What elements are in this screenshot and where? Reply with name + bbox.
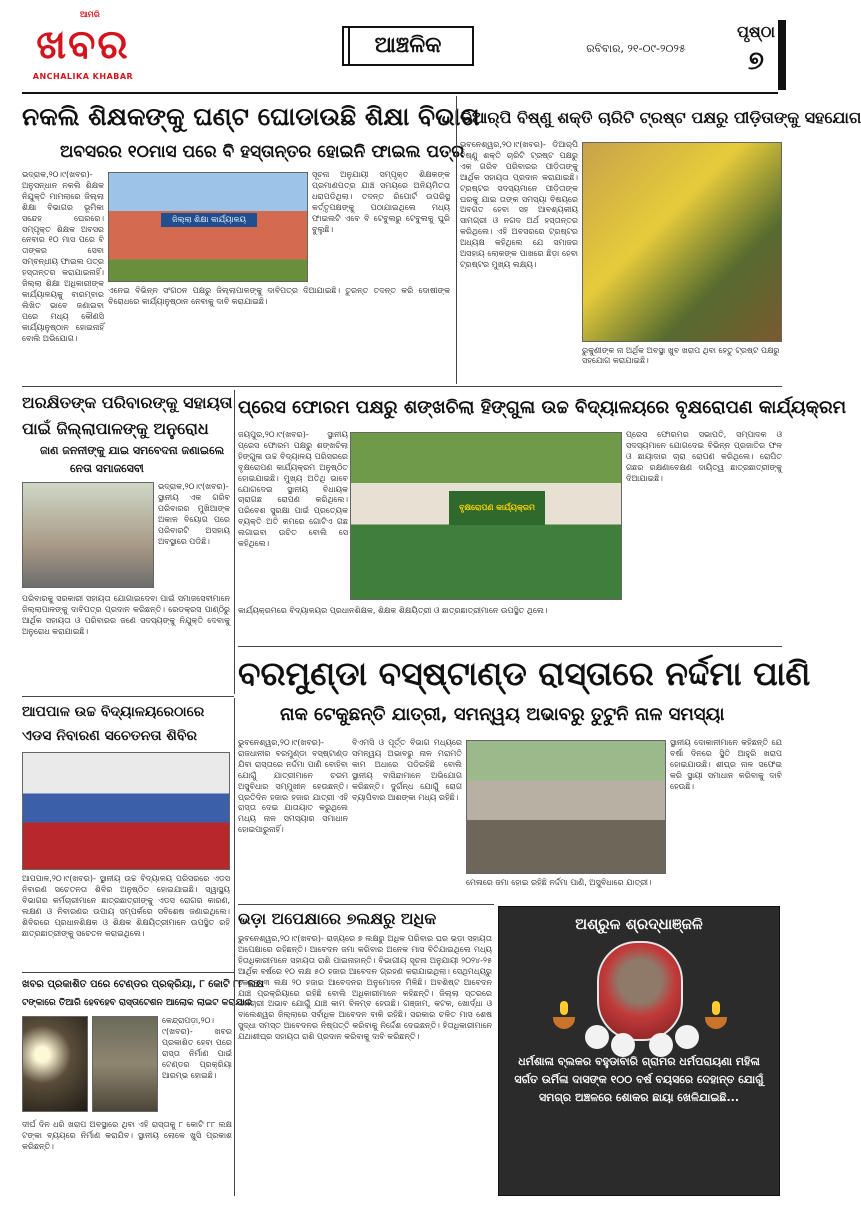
row-divider-5 <box>238 904 494 905</box>
road-construction-photo <box>92 1016 158 1112</box>
office-signboard: ଜିଲ୍ଲା ଶିକ୍ଷା କାର୍ଯ୍ୟାଳୟ <box>161 213 257 227</box>
row-divider-3 <box>22 696 234 697</box>
drain-col-3: ସ୍ଥାନୀୟ ଦୋକାନୀମାନେ କହିଛନ୍ତି ଯେ ବର୍ଷା ଦିନରେ ସ୍ଥିତି ଆହୁରି ଖରାପ ହୋଇଯାଉଛି। ଶୀଘ୍ର ନାଳ ସଫେଇ କରି ସ୍ଥାୟୀ ସମାଧାନ କରିବାକୁ ଦାବି ହେଉଛି। <box>670 738 782 791</box>
masthead-rule <box>22 92 778 94</box>
diya-icon <box>553 1017 575 1029</box>
rent-col-full: ଭୁବନେଶ୍ୱର,୨୦।୯(ଖବର)- ରାଜ୍ୟରେ ୭ ଲକ୍ଷରୁ ଅଧିକ ପରିବାର ଘର ଭଡ଼ା ସହାୟତା ଅପେକ୍ଷାରେ ରହିଛନ୍ତି। ଆବେଦନ ଜମା କରିବାର ଅନେକ ମାସ ବିତିଯାଇଥିଲେ ମଧ୍ୟ ହିତାଧିକାରୀମାନେ ସହାୟତା ରାଶି ପାଇନାହାନ୍ତି। ବିଭାଗୀୟ ସୂଚନା ଅନୁଯାୟୀ ୨୦୨୪-୨୫ ଆର୍ଥିକ ବର୍ଷରେ ୧୦ ଲକ୍ଷ ୫୦ ହଜାର ଆବେଦନ ଗ୍ରହଣ କରାଯାଇଥିଲା। ସେଥିମଧ୍ୟରୁ କେବଳ ୩ ଲକ୍ଷ ୨୦ ହଜାର ଆବେଦନର ଅନୁମୋଦନ ମିଳିଛି। ଅବଶିଷ୍ଟ ଆବେଦନ ଯାଞ୍ଚ ପ୍ରକ୍ରିୟାରେ ରହିଛି ବୋଲି ଅଧିକାରୀମାନେ କହିଛନ୍ତି। ଜିଲ୍ଲା ସ୍ତରରେ କର୍ମଚାରୀ ଅଭାବ ଯୋଗୁଁ ଯାଞ୍ଚ କାମ ବିଳମ୍ବ ହେଉଛି। ଗଞ୍ଜାମ, କଟକ, ଖୋର୍ଦ୍ଧା ଓ ବାଲେଶ୍ୱର ଜିଲ୍ଲାରେ ସର୍ବାଧିକ ଆବେଦନ ବାକି ରହିଛି। ସରକାର ଚଳିତ ମାସ ଶେଷ ସୁଦ୍ଧା ସମସ୍ତ ଆବେଦନର ନିଷ୍ପତ୍ତି କରିବାକୁ ନିର୍ଦ୍ଦେଶ ଦେଇଛନ୍ତି। ହିତାଧିକାରୀମାନେ ଯଥାଶୀଘ୍ର ସହାୟତା ରାଶି ପ୍ରଦାନ କରିବାକୁ ଦାବି କରିଛନ୍ତି। <box>238 934 492 1042</box>
appeal-col-full: ପରିବାରକୁ ସରକାରୀ ସହାୟତା ଯୋଗାଇଦେବା ପାଇଁ ସମାଜସେବୀମାନେ ଜିଲ୍ଲାପାଳଙ୍କୁ ଦାବିପତ୍ର ପ୍ରଦାନ କରିଛନ୍ତି। ରେଡକ୍ରସ ପାଣ୍ଠିରୁ ଆର୍ଥିକ ସହାୟତା ଓ ପରିବାରର ଜଣେ ସଦସ୍ୟଙ୍କୁ ନିଯୁକ୍ତି ଦେବାକୁ ଅନୁରୋଧ କରାଯାଇଛି। <box>22 594 230 636</box>
tree-col-3: ପ୍ରେସ ଫୋରମର ସଭାପତି, ସମ୍ପାଦକ ଓ ସଦସ୍ୟମାନେ ଯୋଗଦେଇ ବିଭିନ୍ନ ପ୍ରଜାତିର ଫଳ ଓ ଛାୟାଦାର ଚାରା ରୋପଣ କରିଥିଲେ। ରୋପିତ ଗଛର ରକ୍ଷଣାବେକ୍ଷଣ ଦାୟିତ୍ୱ ଛାତ୍ରଛାତ୍ରୀଙ୍କୁ ଦିଆଯାଇଛି। <box>626 430 782 483</box>
teacher-col-3: ଏନେଇ ବିଭିନ୍ନ ସଂଗଠନ ପକ୍ଷରୁ ଜିଲ୍ଲାପାଳଙ୍କୁ ଦାବିପତ୍ର ଦିଆଯାଇଛି। ତୁରନ୍ତ ତଦନ୍ତ କରି ଦୋଷୀଙ୍କ ବିରୋଧରେ କାର୍ଯ୍ୟାନୁଷ୍ଠାନ ନେବାକୁ ଦାବି କରାଯାଇଛି। <box>108 286 450 306</box>
trust-group-photo <box>582 142 782 342</box>
flame-icon <box>560 1001 568 1015</box>
tree-col-1: ଜୟପୁର,୨୦।୯(ଖବର)- ସ୍ଥାନୀୟ ପ୍ରେସ ଫୋରମ ପକ୍ଷରୁ ଶଙ୍ଖଚିଲା ହିଙ୍ଗୁଳା ଉଚ୍ଚ ବିଦ୍ୟାଳୟ ପରିସରରେ ବୃକ୍ଷରୋପଣ କାର୍ଯ୍ୟକ୍ରମ ଅନୁଷ୍ଠିତ ହୋଇଯାଇଛି। ମୁଖ୍ୟ ଅତିଥି ଭାବେ ଯୋଗଦେଇ ସ୍ଥାନୀୟ ବିଧାୟକ ଚାରାଗଛ ରୋପଣ କରିଥିଲେ। ପରିବେଶ ସୁରକ୍ଷା ପାଇଁ ପ୍ରତ୍ୟେକ ବ୍ୟକ୍ତି ଅତି କମରେ ଗୋଟିଏ ଗଛ ଲଗାଇବା ଉଚିତ ବୋଲି ସେ କହିଥିଲେ। <box>238 430 348 549</box>
road-headline-2: ଟଙ୍କାରେ ତିଆରି ହେବହେବ ରାସ୍ତାଟେଶନ ଆଲୋକ ଲାଇଟ କରାଯାଇ <box>22 998 253 1008</box>
drain-headline: ବରମୁଣ୍ଡା ବସ୍‌ଷ୍ଟାଣ୍ଡ ରାସ୍ତାରେ ନର୍ଦ୍ଦମା ପାଣି <box>238 654 811 693</box>
page-marker <box>778 20 786 90</box>
row-divider-4 <box>22 972 234 973</box>
section-title: ଆଞ୍ଚଳିକ <box>342 26 474 66</box>
road-headline-1: ଖବର ପ୍ରକାଶିତ ପରେ ଟେଣ୍ଡର ପ୍ରକ୍ରିୟା, ୮ କୋଟି ୮୮ ଲକ୍ଷ <box>22 979 265 990</box>
road-col-right: କେନ୍ଦ୍ରାପଡ଼ା,୨୦।୯(ଖବର)- ଖବର ପ୍ରକାଶିତ ହେବା ପରେ ରାସ୍ତା ନିର୍ମାଣ ପାଇଁ ଟେଣ୍ଡର ପ୍ରକ୍ରିୟା ଆରମ୍ଭ ହୋଇଛି। <box>162 1016 232 1080</box>
flame-icon <box>712 1001 720 1015</box>
logo-small-text: ଆମରି <box>80 10 100 19</box>
obituary-portrait <box>597 941 683 1041</box>
row-divider <box>22 386 782 387</box>
teacher-col-1: ଭଦ୍ରାକ,୨୦।୯(ଖବର)- ଅନୁସନ୍ଧାନ ନକଲି ଶିକ୍ଷକ ନିଯୁକ୍ତି ମାମଲାରେ ଜିଲ୍ଲା ଶିକ୍ଷା ବିଭାଗର ଭୂମିକା ସନ୍ଦେହ ଘେରରେ। ସମ୍ପୃକ୍ତ ଶିକ୍ଷକ ଅବସର ନେବାର ୧୦ ମାସ ପରେ ବି ତାଙ୍କର ସେବା ସମ୍ବନ୍ଧୀୟ ଫାଇଲ ପତ୍ର ହସ୍ତାନ୍ତର କରାଯାଇନାହିଁ। ଜିଲ୍ଲା ଶିକ୍ଷା ଅଧିକାରୀଙ୍କ କାର୍ଯ୍ୟାଳୟକୁ ବାରମ୍ବାର ଲିଖିତ ଭାବେ ଜଣାଇବା ପରେ ମଧ୍ୟ କୌଣସି କାର୍ଯ୍ୟାନୁଷ୍ଠାନ ହୋଇନାହିଁ ବୋଲି ଅଭିଯୋଗ। <box>22 170 104 343</box>
aids-classroom-photo <box>22 752 230 870</box>
page-number: ୭ <box>748 46 764 76</box>
appeal-subhead-1: ଜାଣ ଜନନୀଙ୍କୁ ଯାଇ ସମବେଦନା ଜଣାଇଲେ <box>40 444 225 457</box>
trust-caption: ରୁକୁଣୀଙ୍କ ନା ଅର୍ଥିକ ଅବସ୍ଥା ଖୁବ ଖରାପ ଥିବା ହେତୁ ଟ୍ରଷ୍ଟ ପକ୍ଷରୁ ସହଯୋଗ କରାଯାଇଛି। <box>582 346 780 365</box>
obituary-title: ଅଶ୍ରୁଳ ଶ୍ରଦ୍ଧାଞ୍ଜଳି <box>575 915 703 933</box>
column-divider <box>456 96 457 384</box>
logo-subtitle: ANCHALIKA KHABAR <box>32 72 134 81</box>
road-night-photo <box>22 1016 88 1112</box>
issue-date: ରବିବାର, ୨୧-୦୯-୨୦୨୫ <box>586 42 686 55</box>
appeal-subhead-2: ନେତା ସମାଜସେବୀ <box>70 462 144 475</box>
event-banner: ବୃକ୍ଷରୋପଣ କାର୍ଯ୍ୟକ୍ରମ <box>449 491 545 525</box>
tree-headline: ପ୍ରେସ ଫୋରମ ପକ୍ଷରୁ ଶଙ୍ଖଚିଲା ହିଙ୍ଗୁଳା ଉଚ୍ଚ ବିଦ୍ୟାଳୟରେ ବୃକ୍ଷରୋପଣ କାର୍ଯ୍ୟକ୍ରମ <box>238 397 847 418</box>
column-divider-3 <box>234 698 235 1196</box>
row-divider-2 <box>238 646 782 647</box>
drain-col-1: ଭୁବନେଶ୍ୱର,୨୦।୯(ଖବର)- ରାଜଧାନୀର ବରମୁଣ୍ଡା ବସ୍‌ଷ୍ଟାଣ୍ଡ ଯିବା ରାସ୍ତାରେ ନର୍ଦ୍ଦମା ପାଣି ବୋହିବା ଯୋଗୁଁ ଯାତ୍ରୀମାନେ ଚରମ ଅସୁବିଧାର ସମ୍ମୁଖୀନ ହେଉଛନ୍ତି। ପ୍ରତିଦିନ ହଜାର ହଜାର ଯାତ୍ରୀ ଏହି ରାସ୍ତା ଦେଇ ଯାତାୟାତ କରୁଥିଲେ ମଧ୍ୟ ନାଳ ସମସ୍ୟାର ସମାଧାନ ହୋଇପାରୁନାହିଁ। <box>238 738 348 835</box>
flower-icon <box>585 1025 609 1049</box>
diya-icon <box>705 1017 727 1029</box>
aids-col-full: ଆପପାଳ,୨୦।୯(ଖବର)- ସ୍ଥାନୀୟ ଉଚ୍ଚ ବିଦ୍ୟାଳୟ ପରିସରରେ ଏଡସ ନିବାରଣ ସଚେତନତା ଶିବିର ଅନୁଷ୍ଠିତ ହୋଇଯାଇଛି। ସ୍ୱାସ୍ଥ୍ୟ ବିଭାଗର କର୍ମଚାରୀମାନେ ଛାତ୍ରଛାତ୍ରୀଙ୍କୁ ଏଡସ ରୋଗର କାରଣ, ଲକ୍ଷଣ ଓ ନିବାରଣର ଉପାୟ ସମ୍ପର୍କରେ ସବିଶେଷ ଜଣାଇଥିଲେ। ଶିବିରରେ ପ୍ରଧାନଶିକ୍ଷକ ଓ ଶିକ୍ଷକ ଶିକ୍ଷୟିତ୍ରୀମାନେ ଉପସ୍ଥିତ ରହି ଛାତ୍ରଛାତ୍ରୀଙ୍କୁ ସଚେତନ କରାଇଥିଲେ। <box>22 874 230 938</box>
teacher-headline: ନକଲି ଶିକ୍ଷକଙ୍କୁ ଘଣ୍ଟ ଘୋଡାଉଛି ଶିକ୍ଷା ବିଭାଗ <box>22 102 480 131</box>
appeal-office-photo <box>22 482 154 588</box>
rent-headline: ଭଡ଼ା ଅପେକ୍ଷାରେ ୭ଲକ୍ଷରୁ ଅଧିକ <box>238 909 437 928</box>
appeal-col-right: ଭଦ୍ରାକ,୨୦।୯(ଖବର)- ସ୍ଥାନୀୟ ଏକ ଗରିବ ପରିବାରର ମୁଖିଆଙ୍କ ଅକାଳ ବିୟୋଗ ପରେ ପରିବାରଟି ଅସହାୟ ଅବସ୍ଥାରେ ପଡିଛି। <box>158 482 230 546</box>
obituary-box <box>498 906 780 1196</box>
teacher-subhead: ଅବସରର ୧୦ମାସ ପରେ ବି ହସ୍ତାନ୍ତର ହୋଇନି ଫାଇଲ ପତ୍ର <box>60 142 465 162</box>
teacher-col-2: ସୂଚନା ଅନୁଯାୟୀ ସମ୍ପୃକ୍ତ ଶିକ୍ଷକଙ୍କ ପ୍ରମାଣପତ୍ର ଯାଞ୍ଚ ସମୟରେ ଅନିୟମିତତା ଧରାପଡିଥିଲା। ତଦନ୍ତ ରିପୋର୍ଟ ଉପରିସ୍ଥ କର୍ତ୍ତୃପକ୍ଷଙ୍କୁ ପଠାଯାଇଥିଲେ ମଧ୍ୟ ଫାଇଲଟି ଏବେ ବି ଟେବୁଲରୁ ଟେବୁଲକୁ ଘୁରି ବୁଲୁଛି। <box>312 170 450 234</box>
appeal-headline-1: ଅରକ୍ଷିତଙ୍କ ପରିବାରଙ୍କୁ ସହାୟତା <box>22 393 233 412</box>
drain-subhead: ନାକ ଟେକୁଛନ୍ତି ଯାତ୍ରୀ, ସମନ୍ୱୟ ଅଭାବରୁ ତୁଟୁନି ନାଳ ସମସ୍ୟା <box>280 704 725 725</box>
trust-col-1: ଭୁବନେଶ୍ୱର,୨୦।୯(ଖବର)- ଡିଆର୍‌ପି ବିଷ୍ଣୁ ଶକ୍ତି ଚାରିଟି ଟ୍ରଷ୍ଟ ପକ୍ଷରୁ ଏକ ଗରିବ ପରିବାରର ପୀଡ଼ିତାଙ୍କୁ ଆର୍ଥିକ ସହାୟତା ପ୍ରଦାନ କରାଯାଇଛି। ଟ୍ରଷ୍ଟର ସଦସ୍ୟମାନେ ପୀଡ଼ିତାଙ୍କ ଘରକୁ ଯାଇ ତାଙ୍କ ସମସ୍ୟା ବିଷୟରେ ଅବଗତ ହେବା ସହ ଆବଶ୍ୟକୀୟ ସାମଗ୍ରୀ ଓ ନଗଦ ଅର୍ଥ ହସ୍ତାନ୍ତର କରିଥିଲେ। ଏହି ଅବସରରେ ଟ୍ରଷ୍ଟର ଅଧ୍ୟକ୍ଷ କହିଥିଲେ ଯେ ସମାଜର ଅସହାୟ ଲୋକଙ୍କ ପାଖରେ ଛିଡ଼ା ହେବା ଟ୍ରଷ୍ଟର ମୁଖ୍ୟ ଲକ୍ଷ୍ୟ। <box>460 140 578 269</box>
page-label: ପୃଷ୍ଠା <box>736 22 776 41</box>
aids-headline-1: ଆପପାଳ ଉଚ୍ଚ ବିଦ୍ୟାଳୟରେଠାରେ <box>22 704 205 720</box>
drain-caption: ମେଳାରେ ଜମା ହୋଇ ରହିଛି ନର୍ଦ୍ଦମା ପାଣି, ଅସୁବିଧାରେ ଯାତ୍ରୀ। <box>466 878 652 887</box>
appeal-headline-2: ପାଇଁ ଜିଲ୍ଲାପାଳଙ୍କୁ ଅନୁରୋଧ <box>22 419 209 438</box>
tree-col-2: କାର୍ଯ୍ୟକ୍ରମରେ ବିଦ୍ୟାଳୟର ପ୍ରଧାନଶିକ୍ଷକ, ଶିକ୍ଷକ ଶିକ୍ଷୟିତ୍ରୀ ଓ ଛାତ୍ରଛାତ୍ରୀମାନେ ଉପସ୍ଥିତ ଥିଲେ। <box>238 606 548 615</box>
drain-water-photo <box>466 740 666 874</box>
column-divider-2 <box>234 390 235 694</box>
aids-headline-2: ଏଡସ ନିବାରଣ ସଚେତନତା ଶିବିର <box>22 728 197 744</box>
road-col-full: ଦୀର୍ଘ ଦିନ ଧରି ଖରାପ ଅବସ୍ଥାରେ ଥିବା ଏହି ରାସ୍ତାକୁ ୮ କୋଟି ୮୮ ଲକ୍ଷ ଟଙ୍କା ବ୍ୟୟରେ ନିର୍ମାଣ କରାଯିବ। ସ୍ଥାନୀୟ ଲୋକେ ଖୁସି ପ୍ରକାଶ କରିଛନ୍ତି। <box>22 1120 232 1151</box>
logo-main-text: ଖବର <box>36 22 130 68</box>
obituary-body: ଧର୍ମଶାଳା ବ୍ଲକର ବହୁଡାବାରି ଗ୍ରାମର ଧର୍ମପରାୟଣା ମହିଳା ସର୍ଗତ ଉର୍ମିଳା ଦାସଙ୍କ ୧୦୦ ବର୍ଷ ବୟସରେ ଦେହାନ୍ତ ଯୋଗୁଁ ସମଗ୍ର ଅଞ୍ଚଳରେ ଶୋକର ଛାୟା ଖେଳିଯାଇଛି... <box>514 1055 764 1104</box>
logo <box>22 10 144 84</box>
flower-icon <box>675 1025 699 1049</box>
education-office-photo <box>108 172 308 282</box>
tree-plantation-photo <box>350 432 622 600</box>
trust-headline: ଡିଆର୍‌ପି ବିଷ୍ଣୁ ଶକ୍ତି ଚାରିଟି ଟ୍ରଷ୍ଟ ପକ୍ଷରୁ ପୀଡ଼ିତାଙ୍କୁ ସହଯୋଗ <box>460 108 861 127</box>
drain-col-2: ବିଏମସି ଓ ପୂର୍ତ୍ତ ବିଭାଗ ମଧ୍ୟରେ ସମନ୍ୱୟ ଅଭାବରୁ ନାଳ ମରାମତି କାମ ଅଧାରେ ପଡିରହିଛି ବୋଲି ସ୍ଥାନୀୟ ବାସିନ୍ଦାମାନେ ଅଭିଯୋଗ କରିଛନ୍ତି। ଦୁର୍ଗନ୍ଧ ଯୋଗୁଁ ରୋଗ ବ୍ୟାପିବାର ଆଶଙ୍କା ମଧ୍ୟ ରହିଛି। <box>352 738 462 802</box>
